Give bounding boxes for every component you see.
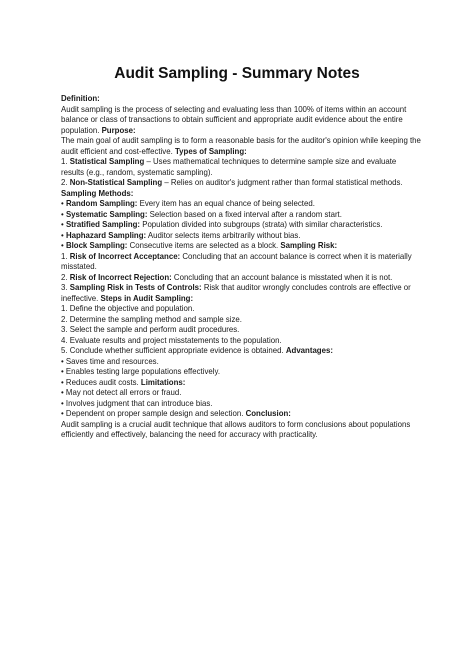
limitations-item: • Dependent on proper sample design and selection. Conclusion:: [61, 409, 291, 418]
methods-item: • Block Sampling: Consecutive items are selected as a block. Sampling Risk:: [61, 241, 338, 250]
definition-paragraph: Audit sampling is the process of selecting and evaluating less than 100% of items within an account balance or class of transactions to obtain sufficient and appropriate audit evidence about the entire population. Purpose:: [61, 104, 407, 135]
risk-item: 1. Risk of Incorrect Acceptance: Concluding that an account balance is correct when it is materially misstated.: [61, 251, 412, 271]
methods-item: • Haphazard Sampling: Auditor selects items arbitrarily without bias.: [61, 230, 301, 240]
definition-heading: Definition:: [61, 94, 100, 103]
limitations-heading: Limitations:: [140, 377, 186, 387]
steps-heading: Steps in Audit Sampling:: [100, 293, 194, 303]
advantages-item: • Reduces audit costs. Limitations:: [61, 377, 186, 387]
limitations-item: • Involves judgment that can introduce bias.: [61, 398, 213, 408]
risk-item: 3. Sampling Risk in Tests of Controls: Risk that auditor wrongly concludes controls are effective or ineffective. Steps in Audit Sampling:: [61, 283, 411, 303]
limitations-item: • May not detect all errors or fraud.: [61, 388, 182, 397]
types-item: 1. Statistical Sampling – Uses mathematical techniques to determine sample size and evaluate results (e.g., random, systematic sampling).: [61, 157, 397, 177]
advantages-item: • Saves time and resources.: [61, 356, 159, 366]
conclusion-paragraph: Audit sampling is a crucial audit technique that allows auditors to form conclusions about populations efficiently and effectively, balancing the need for accuracy with practicality.: [61, 419, 411, 439]
purpose-heading: Purpose:: [101, 125, 136, 135]
purpose-paragraph: The main goal of audit sampling is to form a reasonable basis for the auditor's opinion while keeping the audit efficient and cost-effective. Types of Sampling:: [61, 136, 421, 156]
steps-item: 5. Conclude whether sufficient appropriate evidence is obtained. Advantages:: [61, 346, 333, 355]
advantages-item: • Enables testing large populations effectively.: [61, 367, 220, 376]
methods-item: • Systematic Sampling: Selection based on a fixed interval after a random start.: [61, 209, 342, 219]
advantages-heading: Advantages:: [285, 346, 333, 355]
conclusion-heading: Conclusion:: [245, 409, 291, 418]
steps-item: 4. Evaluate results and project misstatements to the population.: [61, 335, 282, 345]
methods-heading: Sampling Methods:: [61, 188, 134, 198]
steps-item: 2. Determine the sampling method and sample size.: [61, 314, 242, 324]
methods-item: • Random Sampling: Every item has an equal chance of being selected.: [61, 199, 315, 208]
steps-item: 1. Define the objective and population.: [61, 304, 195, 313]
risk-item: 2. Risk of Incorrect Rejection: Concluding that an account balance is misstated when it is not.: [61, 272, 393, 282]
types-item: 2. Non-Statistical Sampling – Relies on auditor's judgment rather than formal statistical methods.: [61, 178, 403, 187]
steps-item: 3. Select the sample and perform audit procedures.: [61, 325, 240, 334]
page-title: Audit Sampling - Summary Notes: [114, 65, 360, 82]
methods-item: • Stratified Sampling: Population divided into subgroups (strata) with similar characteristics.: [61, 220, 383, 229]
document-body: [61, 94, 421, 441]
risk-heading: Sampling Risk:: [280, 241, 338, 250]
types-heading: Types of Sampling:: [174, 146, 247, 156]
